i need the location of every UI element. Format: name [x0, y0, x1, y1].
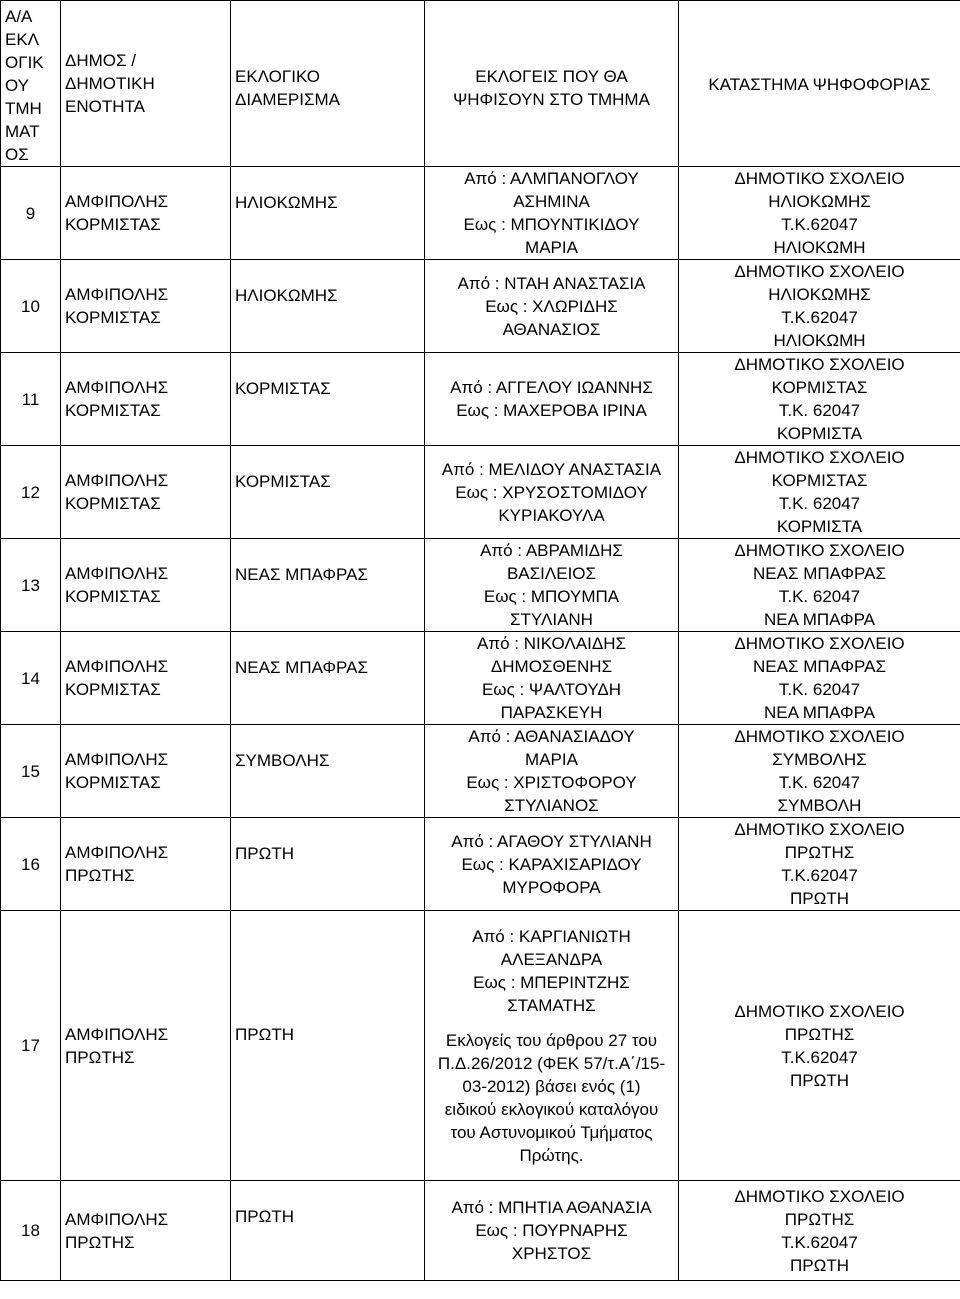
text-line: 03-2012) βάσει ενός (1): [462, 1076, 641, 1096]
text-line: Εκλογείς του άρθρου 27 του: [445, 1030, 658, 1050]
text-line: ΚΟΡΜΙΣΤΑΣ: [235, 379, 331, 398]
text-line: ΣΤΥΛΙΑΝΗ: [510, 610, 593, 629]
row-district: [231, 911, 425, 1181]
text-line: ΔΗΜΟΤΙΚΟ ΣΧΟΛΕΙΟ: [734, 448, 905, 467]
text-line: ΠΡΩΤΗΣ: [65, 866, 135, 885]
row-station: [679, 539, 960, 632]
text-line: ΚΟΡΜΙΣΤΑΣ: [771, 471, 868, 490]
row-municipality: [61, 1181, 231, 1281]
text-line: Από : ΝΤΑΗ ΑΝΑΣΤΑΣΙΑ: [457, 273, 646, 293]
row-voters: [425, 446, 679, 539]
text-line: Α/Α: [5, 7, 33, 26]
text-line: ΔΗΜΟΤΙΚΟ ΣΧΟΛΕΙΟ: [734, 634, 905, 653]
text-line: Εως : ΜΠΕΡΙΝΤΖΗΣ: [473, 972, 630, 992]
row-number: [1, 353, 61, 446]
text-line: Εως : ΜΠΟΥΜΠΑ: [483, 587, 620, 606]
row-number: [1, 446, 61, 539]
row-district: [231, 1181, 425, 1281]
text-line: ΠΡΩΤΗΣ: [784, 1209, 855, 1229]
text-line: ΚΟΡΜΙΣΤΑΣ: [65, 308, 161, 327]
row-number: [1, 911, 61, 1181]
text-line: ΗΛΙΟΚΩΜΗ: [773, 238, 866, 257]
text-line: ΧΡΗΣΤΟΣ: [511, 1244, 592, 1263]
text-line: Εως : ΠΟΥΡΝΑΡΗΣ: [475, 1221, 628, 1240]
text-line: ΗΛΙΟΚΩΜΗΣ: [768, 192, 871, 211]
text-line: ΑΜΦΙΠΟΛΗΣ: [65, 657, 169, 676]
row-station: [679, 632, 960, 725]
text-line: ΤΜΗ: [5, 99, 42, 118]
text-line: ΗΛΙΟΚΩΜΗΣ: [235, 193, 338, 212]
text-line: ΔΗΜΟΤΙΚΟ ΣΧΟΛΕΙΟ: [734, 169, 905, 188]
text-line: Εως : ΜΠΟΥΝΤΙΚΙΔΟΥ: [463, 215, 640, 234]
row-municipality: [61, 632, 231, 725]
text-line: Εως : ΚΑΡΑΧΙΣΑΡΙΔΟΥ: [461, 854, 642, 874]
text-line: Εως : ΧΛΩΡΙΔΗΣ: [485, 296, 618, 316]
row-district: [231, 353, 425, 446]
text-line: ΜΥΡΟΦΟΡΑ: [502, 877, 601, 897]
row-municipality: [61, 167, 231, 260]
text-line: Π.Δ.26/2012 (ΦΕΚ 57/τ.Α΄/15-: [437, 1053, 666, 1073]
text-line: ΑΜΦΙΠΟΛΗΣ: [65, 192, 169, 211]
row-station: [679, 446, 960, 539]
text-line: ΜΑΤ: [5, 122, 40, 141]
text-line: Τ.Κ.62047: [781, 1047, 858, 1067]
text-line: Από : ΑΒΡΑΜΙΔΗΣ: [480, 541, 623, 560]
row-district: [231, 632, 425, 725]
row-municipality: [61, 911, 231, 1181]
text-line: ΠΑΡΑΣΚΕΥΗ: [500, 703, 603, 722]
text-line: Από : ΑΘΑΝΑΣΙΑΔΟΥ: [468, 727, 635, 746]
text-line: ΔΗΜΟΣΘΕΝΗΣ: [490, 657, 613, 676]
row-municipality: [61, 260, 231, 353]
text-line: ΕΚΛ: [5, 30, 40, 49]
row-voters: [425, 167, 679, 260]
text-line: ΕΝΟΤΗΤΑ: [65, 97, 145, 116]
text-line: ΔΗΜΟΤΙΚΟ ΣΧΟΛΕΙΟ: [734, 820, 905, 839]
text-line: ΝΕΑΣ ΜΠΑΦΡΑΣ: [235, 565, 368, 584]
text-line: ΗΛΙΟΚΩΜΗΣ: [768, 285, 871, 304]
text-line: Από : ΚΑΡΓΙΑΝΙΩΤΗ: [472, 926, 631, 946]
row-voters: [425, 539, 679, 632]
text-line: ΠΡΩΤΗ: [235, 1025, 294, 1044]
row-municipality: [61, 818, 231, 911]
text-line: ΔΙΑΜΕΡΙΣΜΑ: [235, 90, 340, 109]
text-line: Από : ΜΠΗΤΙΑ ΑΘΑΝΑΣΙΑ: [451, 1198, 652, 1217]
header-voters: [425, 1, 679, 167]
table-row: [1, 725, 960, 818]
text-line: ΑΛΕΞΑΝΔΡΑ: [500, 949, 603, 969]
text-line: Από : ΜΕΛΙΔΟΥ ΑΝΑΣΤΑΣΙΑ: [441, 459, 662, 479]
text-line: Από : ΑΓΑΘΟΥ ΣΤΥΛΙΑΝΗ: [451, 831, 652, 851]
text-line: ΔΗΜΟΤΙΚΟ ΣΧΟΛΕΙΟ: [734, 727, 905, 746]
text-line: ΚΟΡΜΙΣΤΑΣ: [771, 378, 868, 397]
text-line: ΔΗΜΟΤΙΚΟ ΣΧΟΛΕΙΟ: [734, 262, 905, 281]
text-line: ΚΟΡΜΙΣΤΑΣ: [65, 494, 161, 513]
row-district: [231, 446, 425, 539]
text-line: ΕΚΛΟΓΕΙΣ ΠΟΥ ΘΑ: [475, 67, 628, 86]
row-district: [231, 167, 425, 260]
text-line: ΑΜΦΙΠΟΛΗΣ: [65, 285, 169, 304]
text-line: ΜΑΡΙΑ: [525, 750, 578, 769]
text-line: Εως : ΨΑΛΤΟΥΔΗ: [481, 680, 622, 699]
text-line: ΠΡΩΤΗΣ: [65, 1047, 135, 1067]
text-line: ΨΗΦΙΣΟΥΝ ΣΤΟ ΤΜΗΜΑ: [453, 90, 650, 109]
row-voters-note: [425, 1029, 678, 1167]
row-voters: [425, 818, 679, 911]
text-line: Τ.Κ.62047: [781, 1232, 858, 1252]
row-station: [679, 1181, 960, 1281]
text-line: ΟΥ: [5, 76, 30, 95]
header-district: [231, 1, 425, 167]
row-station: [679, 911, 960, 1181]
text-line: ΑΜΦΙΠΟΛΗΣ: [65, 843, 169, 862]
text-line: ΠΡΩΤΗ: [235, 844, 294, 863]
text-line: ΑΜΦΙΠΟΛΗΣ: [65, 471, 169, 490]
text-line: 16: [21, 854, 40, 874]
row-district: [231, 260, 425, 353]
row-voters: [425, 260, 679, 353]
text-line: ΚΟΡΜΙΣΤΑ: [776, 517, 863, 536]
row-number: [1, 1181, 61, 1281]
row-number: [1, 167, 61, 260]
row-district: [231, 725, 425, 818]
row-voters: [425, 353, 679, 446]
row-district: [231, 539, 425, 632]
text-line: ΚΥΡΙΑΚΟΥΛΑ: [498, 505, 605, 525]
text-line: ΣΥΜΒΟΛΗ: [777, 796, 862, 815]
text-line: ΑΜΦΙΠΟΛΗΣ: [65, 1024, 169, 1044]
row-voters: [425, 725, 679, 818]
table-row: [1, 539, 960, 632]
row-municipality: [61, 446, 231, 539]
text-line: Τ.Κ. 62047: [778, 494, 861, 513]
header-municipality: [61, 1, 231, 167]
text-line: ΔΗΜΟΣ /: [65, 51, 136, 70]
text-line: ΠΡΩΤΗΣ: [65, 1232, 135, 1252]
row-voters-range: [425, 925, 678, 1017]
text-line: ΚΟΡΜΙΣΤΑ: [776, 424, 863, 443]
text-line: ΕΚΛΟΓΙΚΟ: [235, 67, 321, 86]
text-line: 14: [21, 668, 40, 688]
table-row: [1, 818, 960, 911]
text-line: ΝΕΑ ΜΠΑΦΡΑ: [763, 610, 875, 629]
header-row: [1, 1, 960, 167]
text-line: ΝΕΑΣ ΜΠΑΦΡΑΣ: [235, 658, 368, 677]
text-line: ΠΡΩΤΗ: [790, 889, 849, 908]
text-line: ΚΟΡΜΙΣΤΑΣ: [65, 401, 161, 420]
text-line: ΠΡΩΤΗΣ: [784, 843, 855, 862]
text-line: ΗΛΙΟΚΩΜΗΣ: [235, 286, 338, 305]
text-line: ΜΑΡΙΑ: [525, 238, 578, 257]
text-line: ΝΕΑΣ ΜΠΑΦΡΑΣ: [753, 564, 886, 583]
table-row: [1, 167, 960, 260]
text-line: ΑΜΦΙΠΟΛΗΣ: [65, 564, 169, 583]
text-line: ΔΗΜΟΤΙΚΟ ΣΧΟΛΕΙΟ: [734, 1186, 905, 1206]
row-number: [1, 818, 61, 911]
text-line: 15: [21, 761, 40, 781]
text-line: 11: [21, 389, 40, 409]
text-line: ΣΤΑΜΑΤΗΣ: [507, 995, 596, 1015]
row-voters: [425, 911, 679, 1181]
row-station: [679, 260, 960, 353]
text-line: ΚΟΡΜΙΣΤΑΣ: [65, 215, 161, 234]
text-line: Τ.Κ. 62047: [778, 587, 861, 606]
row-station: [679, 725, 960, 818]
text-line: ΚΟΡΜΙΣΤΑΣ: [65, 773, 161, 792]
text-line: ΑΜΦΙΠΟΛΗΣ: [65, 1209, 169, 1229]
header-aa: [1, 1, 61, 167]
text-line: Τ.Κ. 62047: [778, 773, 861, 792]
table-row: [1, 1181, 960, 1281]
row-district: [231, 818, 425, 911]
text-line: ΠΡΩΤΗ: [235, 1207, 294, 1226]
text-line: ΠΡΩΤΗ: [790, 1070, 849, 1090]
text-line: ΚΟΡΜΙΣΤΑΣ: [235, 472, 331, 491]
row-municipality: [61, 539, 231, 632]
text-line: ΑΘΑΝΑΣΙΟΣ: [502, 319, 601, 339]
row-municipality: [61, 353, 231, 446]
text-line: Εως : ΧΡΙΣΤΟΦΟΡΟΥ: [466, 773, 637, 792]
text-line: Από : ΑΛΜΠΑΝΟΓΛΟΥ: [464, 169, 639, 188]
text-line: ΚΟΡΜΙΣΤΑΣ: [65, 587, 161, 606]
text-line: του Αστυνομικού Τμήματος: [450, 1122, 653, 1142]
row-voters: [425, 1181, 679, 1281]
text-line: ΗΛΙΟΚΩΜΗ: [773, 331, 866, 350]
text-line: Τ.Κ.62047: [781, 308, 858, 327]
header-station: [679, 1, 960, 167]
text-line: 9: [25, 203, 36, 223]
text-line: ΔΗΜΟΤΙΚΟ ΣΧΟΛΕΙΟ: [734, 1001, 905, 1021]
text-line: 17: [21, 1036, 40, 1055]
text-line: ΔΗΜΟΤΙΚΟ ΣΧΟΛΕΙΟ: [734, 541, 905, 560]
row-municipality: [61, 725, 231, 818]
text-line: ΔΗΜΟΤΙΚΟ ΣΧΟΛΕΙΟ: [734, 355, 905, 374]
text-line: 12: [21, 482, 40, 502]
text-line: Πρώτης.: [519, 1145, 584, 1165]
text-line: 13: [21, 575, 40, 595]
text-line: ΝΕΑ ΜΠΑΦΡΑ: [763, 703, 875, 722]
text-line: Εως : ΧΡΥΣΟΣΤΟΜΙΔΟΥ: [455, 482, 648, 502]
text-line: ΟΣ: [5, 145, 29, 164]
text-line: ΠΡΩΤΗ: [790, 1255, 849, 1275]
text-line: ΔΗΜΟΤΙΚΗ: [65, 74, 155, 93]
text-line: ΣΤΥΛΙΑΝΟΣ: [504, 796, 599, 815]
text-line: ΑΜΦΙΠΟΛΗΣ: [65, 750, 169, 769]
text-line: ΟΓΙΚ: [5, 53, 44, 72]
text-line: Από : ΑΓΓΕΛΟΥ ΙΩΑΝΝΗΣ: [450, 378, 653, 397]
text-line: ΚΟΡΜΙΣΤΑΣ: [65, 680, 161, 699]
text-line: Τ.Κ. 62047: [778, 680, 861, 699]
text-line: ΣΥΜΒΟΛΗΣ: [772, 750, 867, 769]
text-line: ειδικού εκλογικού καταλόγου: [444, 1099, 659, 1119]
row-number: [1, 539, 61, 632]
table-row: [1, 446, 960, 539]
text-line: ΑΣΗΜΙΝΑ: [513, 192, 590, 211]
text-line: 10: [21, 296, 40, 316]
text-line: ΠΡΩΤΗΣ: [784, 1024, 855, 1044]
text-line: Τ.Κ.62047: [781, 215, 858, 234]
table-row: [1, 632, 960, 725]
row-number: [1, 632, 61, 725]
table-row: [1, 911, 960, 1181]
text-line: ΚΑΤΑΣΤΗΜΑ ΨΗΦΟΦΟΡΙΑΣ: [708, 75, 931, 94]
text-line: Εως : ΜΑΧΕΡΟΒΑ ΙΡΙΝΑ: [456, 401, 647, 420]
text-line: ΒΑΣΙΛΕΙΟΣ: [506, 564, 597, 583]
row-number: [1, 725, 61, 818]
text-line: ΑΜΦΙΠΟΛΗΣ: [65, 378, 169, 397]
row-station: [679, 353, 960, 446]
text-line: Τ.Κ.62047: [781, 866, 858, 885]
text-line: Από : ΝΙΚΟΛΑΙΔΗΣ: [477, 634, 626, 653]
table-row: [1, 260, 960, 353]
text-line: ΝΕΑΣ ΜΠΑΦΡΑΣ: [753, 657, 886, 676]
text-line: ΣΥΜΒΟΛΗΣ: [235, 751, 330, 770]
text-line: Τ.Κ. 62047: [778, 401, 861, 420]
row-station: [679, 167, 960, 260]
table-row: [1, 353, 960, 446]
text-line: 18: [21, 1221, 40, 1240]
row-voters: [425, 632, 679, 725]
row-station: [679, 818, 960, 911]
row-number: [1, 260, 61, 353]
